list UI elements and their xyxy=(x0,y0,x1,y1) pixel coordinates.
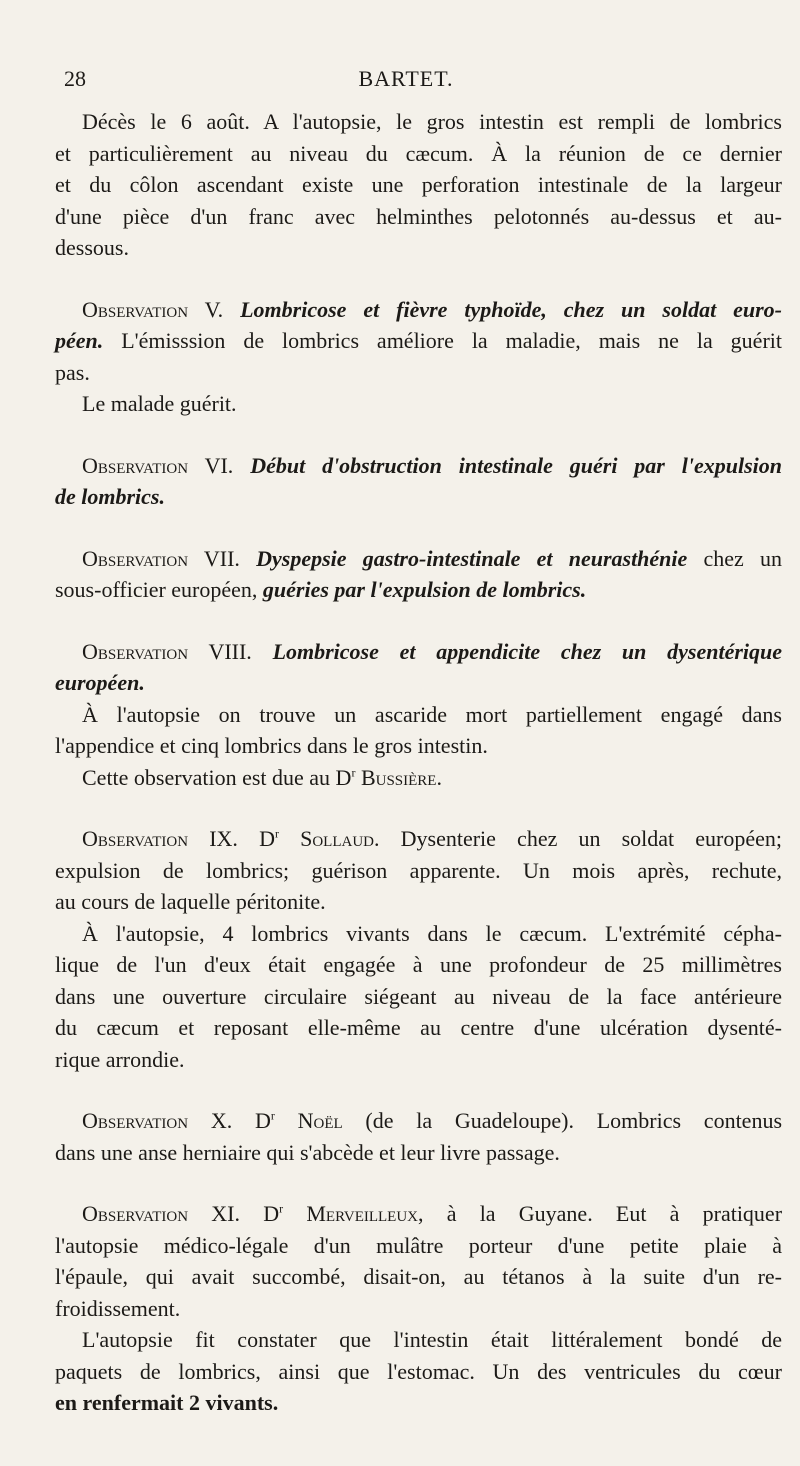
running-title: BARTET. xyxy=(358,66,454,91)
observation-title: Lombricose et fièvre typhoïde, chez un soldat euro- xyxy=(240,296,782,322)
text-line: À l'autopsie, 4 lombrics vivants dans le cæcum. L'extrémité cépha- xyxy=(82,920,782,946)
page-number: 28 xyxy=(64,66,86,91)
text-line: froidissement. xyxy=(55,1295,181,1321)
observation-title: guéries par l'expulsion de lombrics. xyxy=(262,577,587,602)
text-line: dans une ouverture circulaire siégeant au niveau de la face antérieure xyxy=(55,983,782,1009)
observation-9-heading xyxy=(55,823,782,855)
page-body xyxy=(55,106,782,1419)
text-line: À l'autopsie on trouve un ascaride mort partiellement engagé dans xyxy=(82,701,782,727)
observation-label: Observation VIII. xyxy=(82,638,252,664)
credit-text: Cette observation est due au D xyxy=(82,764,352,790)
observation-text: L'émisssion de lombrics améliore la maladie, mais ne la guérit xyxy=(103,328,782,353)
doctor-sup: r xyxy=(274,826,279,841)
text-line: Le malade guérit. xyxy=(82,391,237,416)
text-line: en renfermait 2 vivants. xyxy=(55,1390,279,1415)
text-line: dessous. xyxy=(55,235,129,260)
text-line: dans une anse herniaire qui s'abcède et leur livre passage. xyxy=(55,1139,560,1165)
text-line xyxy=(55,667,782,699)
observation-label: Observation VI. xyxy=(82,452,234,478)
doctor-sup: r xyxy=(270,1108,275,1123)
observation-6-heading xyxy=(55,450,782,482)
text-line xyxy=(55,325,782,357)
text-line: du cæcum et reposant elle-même au centre d'une ulcération dysenté- xyxy=(55,1015,782,1040)
text-line: d'une pièce d'un franc avec helminthes pelotonnés au-dessus et au- xyxy=(55,203,782,229)
text-line: au cours de laquelle péritonite. xyxy=(55,889,326,914)
observation-11-heading xyxy=(55,1198,782,1230)
observation-title: Lombricose et appendicite chez un dysentérique xyxy=(272,638,783,664)
doctor-sup: r xyxy=(351,765,356,780)
text-line: lique de l'un d'eux était engagée à une profondeur de 25 millimètres xyxy=(55,952,782,977)
credit-line xyxy=(55,762,782,794)
text-line: et du côlon ascendant existe une perforation intestinale de la largeur xyxy=(55,172,782,197)
text-line: l'autopsie médico-légale d'un mulâtre porteur d'une petite plaie à xyxy=(55,1232,782,1258)
text-line xyxy=(55,574,782,606)
doctor-name: Noël xyxy=(297,1108,343,1133)
text-line: L'autopsie fit constater que l'intestin était littéralement bondé de xyxy=(82,1327,782,1352)
doctor-name: Bussière. xyxy=(360,764,442,790)
observation-label: Observation VII. xyxy=(82,545,240,571)
observation-5-heading xyxy=(55,294,782,326)
observation-title: Début d'obstruction intestinale guéri par l'expulsion xyxy=(250,452,782,478)
observation-label: Observation V. xyxy=(82,296,224,322)
observation-label: Observation IX. xyxy=(82,826,238,851)
text-line: rique arrondie. xyxy=(55,1046,185,1072)
text-line: pas. xyxy=(55,359,90,385)
text-line: Décès le 6 août. A l'autopsie, le gros intestin est rempli de lombrics xyxy=(82,109,782,134)
observation-title: Dyspepsie gastro-intestinale et neurasthénie xyxy=(256,545,688,571)
observation-title: péen. xyxy=(55,328,104,353)
text-line: l'épaule, qui avait succombé, disait-on, au tétanos à la suite d'un re- xyxy=(55,1264,782,1289)
observation-text: sous-officier européen, xyxy=(55,577,263,602)
text-line: l'appendice et cinq lombrics dans le gros intestin. xyxy=(55,733,488,758)
doctor-abbrev: D xyxy=(263,1201,280,1226)
observation-text: (de la Guadeloupe). Lombrics contenus xyxy=(342,1108,783,1133)
observation-title: de lombrics. xyxy=(55,484,165,509)
doctor-abbrev: D xyxy=(259,826,275,851)
doctor-sup: r xyxy=(279,1201,284,1216)
doctor-name: Merveilleux, xyxy=(306,1201,424,1226)
observation-text: chez un xyxy=(687,545,783,571)
observation-text: à la Guyane. Eut à pratiquer xyxy=(423,1201,783,1226)
page-header xyxy=(58,66,754,98)
text-line: et particulièrement au niveau du cæcum. À la réunion de ce dernier xyxy=(55,140,782,166)
observation-label: Observation XI. xyxy=(82,1201,241,1226)
text-line xyxy=(55,481,782,513)
observation-title: européen. xyxy=(55,670,145,695)
observation-text: Dysenterie chez un soldat européen; xyxy=(379,826,783,851)
observation-8-heading xyxy=(55,636,782,668)
observation-label: Observation X. xyxy=(82,1108,233,1133)
doctor-name: Sollaud. xyxy=(300,826,380,851)
observation-10-heading xyxy=(55,1105,782,1137)
text-line: paquets de lombrics, ainsi que l'estomac. Un des ventricules du cœur xyxy=(55,1358,782,1384)
doctor-abbrev: D xyxy=(254,1108,271,1133)
observation-7-heading xyxy=(55,543,782,575)
text-line: expulsion de lombrics; guérison apparente. Un mois après, rechute, xyxy=(55,857,782,883)
